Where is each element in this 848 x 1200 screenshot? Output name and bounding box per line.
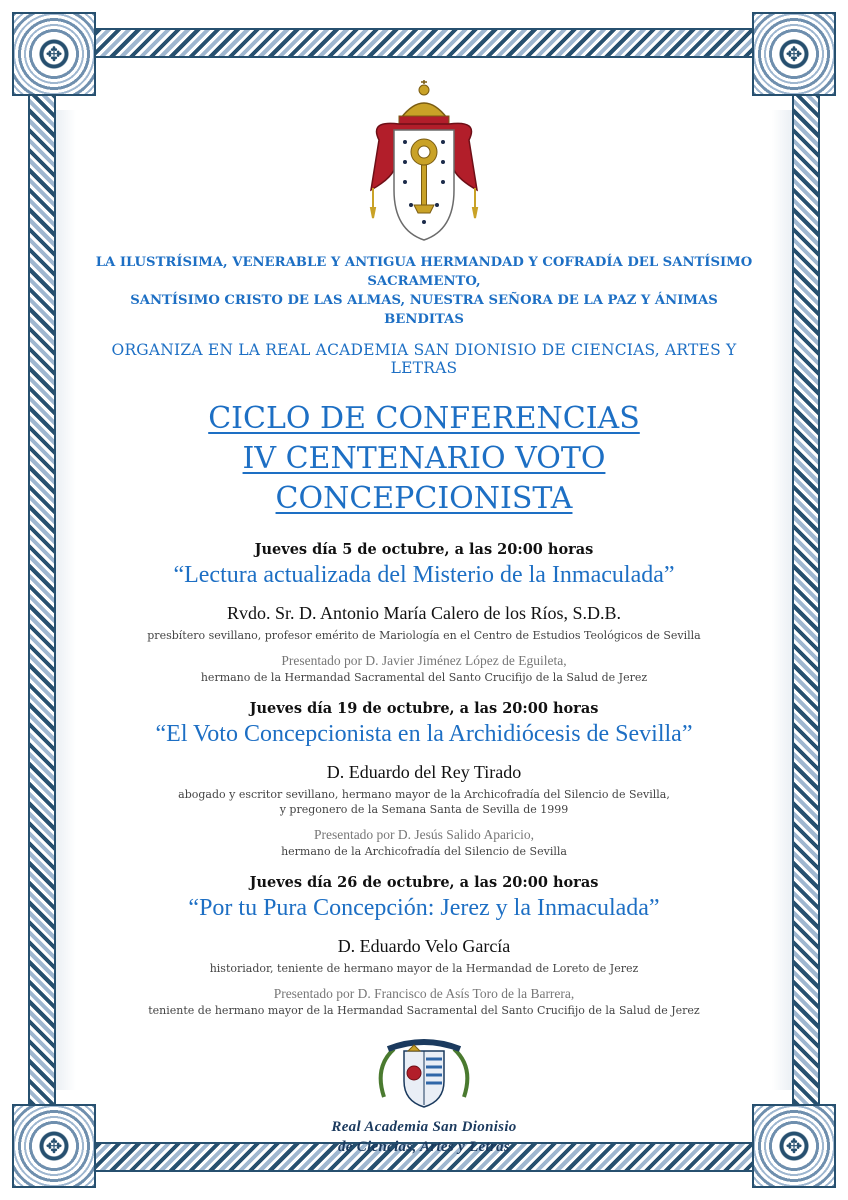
corner-ornament-bottom-right: ✥ [752,1104,836,1188]
venue-line: ORGANIZA EN LA REAL ACADEMIA SAN DIONISIO DE CIENCIAS, ARTES Y LETRAS [111,341,737,377]
event-date: Jueves día 26 de octubre, a las 20:00 horas [249,874,599,891]
academy-coat-of-arms [374,1037,474,1109]
presenter-role: hermano de la Hermandad Sacramental del Santo Crucifijo de la Salud de Jerez [200,671,648,684]
border-top [86,28,762,58]
title-line-1: CICLO DE CONFERENCIAS [208,401,640,436]
presenter-role: hermano de la Archicofradía del Silencio de Sevilla [281,845,567,858]
border-shadow-left [54,110,76,1090]
event-1 [90,541,758,684]
event-date: Jueves día 5 de octubre, a las 20:00 horas [254,541,594,558]
event-speaker: Rvdo. Sr. D. Antonio María Calero de los Ríos, S.D.B. [226,603,621,623]
border-right [792,86,820,1114]
event-speaker: D. Eduardo del Rey Tirado [326,762,522,782]
border-shadow-right [772,110,794,1090]
academy-name-line-2: de Ciencias, Artes y Letras [337,1139,511,1155]
organizer-line-2: SANTÍSIMO CRISTO DE LAS ALMAS, NUESTRA SEÑORA DE LA PAZ Y ÁNIMAS BENDITAS [130,293,718,327]
speaker-role [90,961,758,976]
corner-ornament-top-right: ✥ [752,12,836,96]
presenter: Presentado por D. Francisco de Asís Toro de la Barrera, [273,986,575,1001]
title-line-2: IV CENTENARIO VOTO CONCEPCIONISTA [242,441,606,516]
organizer-line-1: LA ILUSTRÍSIMA, VENERABLE Y ANTIGUA HERMANDAD Y COFRADÍA DEL SANTÍSIMO SACRAMENTO, [95,255,753,289]
corner-ornament-top-left: ✥ [12,12,96,96]
poster-content [90,80,758,1157]
presenter: Presentado por D. Javier Jiménez López de Eguileta, [281,653,567,668]
academy-name-line-1: Real Academia San Dionisio [331,1119,517,1135]
event-talk-title: “Por tu Pura Concepción: Jerez y la Inmaculada” [188,895,660,921]
organizer-name [90,253,758,329]
brotherhood-coat-of-arms [349,80,499,245]
event-speaker: D. Eduardo Velo García [337,936,511,956]
presenter-role: teniente de hermano mayor de la Hermandad Sacramental del Santo Crucifijo de la Salud de Jerez [148,1004,700,1017]
event-talk-title: “Lectura actualizada del Misterio de la Inmaculada” [173,562,675,588]
speaker-role-line: abogado y escritor sevillano, hermano mayor de la Archicofradía del Silencio de Sevilla, [178,788,670,801]
cycle-title [90,399,758,519]
event-2 [90,700,758,858]
event-talk-title: “El Voto Concepcionista en la Archidiócesis de Sevilla” [155,721,693,747]
event-3 [90,874,758,1017]
academy-name [90,1117,758,1157]
speaker-role-line: historiador, teniente de hermano mayor de la Hermandad de Loreto de Jerez [209,962,639,975]
corner-ornament-bottom-left: ✥ [12,1104,96,1188]
presenter: Presentado por D. Jesús Salido Aparicio, [313,827,535,842]
border-left [28,86,56,1114]
event-date: Jueves día 19 de octubre, a las 20:00 horas [249,700,599,717]
speaker-role [90,628,758,643]
speaker-role-line: y pregonero de la Semana Santa de Sevilla de 1999 [279,803,569,816]
speaker-role-line: presbítero sevillano, profesor emérito de Mariología en el Centro de Estudios Teológicos de Sevilla [147,629,701,642]
speaker-role [90,787,758,817]
